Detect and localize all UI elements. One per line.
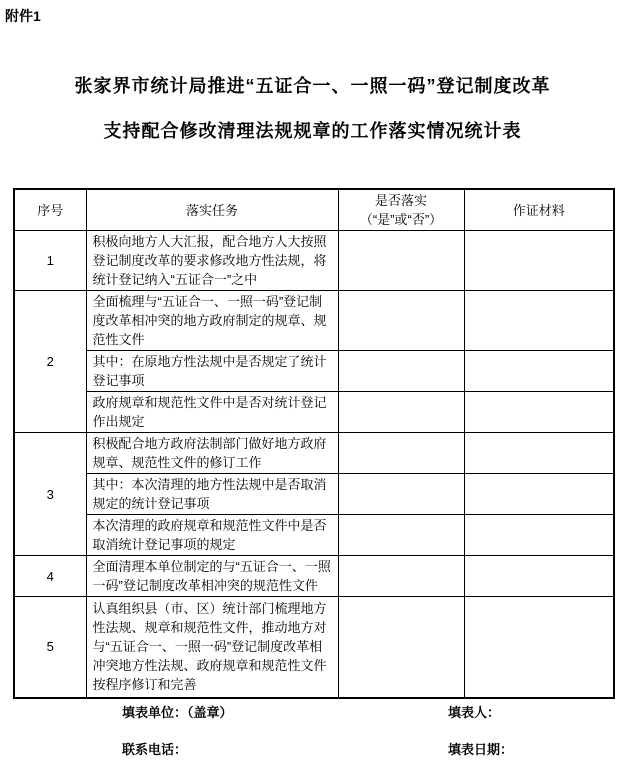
evidence-cell (464, 474, 614, 515)
statistics-table (13, 188, 615, 699)
footer-filler-label: 填表人： (448, 705, 501, 720)
table-row (14, 392, 614, 433)
header-evidence: 作证材料 (464, 189, 614, 231)
implemented-cell (338, 556, 464, 597)
table-row (14, 474, 614, 515)
document-title-line1: 张家界市统计局推进“五证合一、一照一码”登记制度改革 (74, 76, 551, 96)
table-row (14, 597, 614, 698)
task-cell: 全面清理本单位制定的与“五证合一、一照一码”登记制度改革相冲突的规范性文件 (86, 556, 338, 597)
task-cell: 全面梳理与“五证合一、一照一码”登记制度改革相冲突的地方政府制定的规章、规范性文件 (86, 291, 338, 351)
header-implemented (338, 189, 464, 231)
table-header-row (14, 189, 614, 231)
task-cell: 积极向地方人大汇报，配合地方人大按照登记制度改革的要求修改地方性法规，将统计登记纳入“五证合一”之中 (86, 231, 338, 291)
task-cell: 其中：在原地方性法规中是否规定了统计登记事项 (86, 351, 338, 392)
task-cell: 认真组织县（市、区）统计部门梳理地方性法规、规章和规范性文件，推动地方对与“五证合一、一照一码”登记制度改革相冲突地方性法规、政府规章和规范性文件按程序修订和完善 (86, 597, 338, 698)
implemented-cell (338, 291, 464, 351)
table-row (14, 291, 614, 351)
header-implemented-line1: 是否落实 (374, 193, 427, 208)
table-row (14, 515, 614, 556)
task-cell: 积极配合地方政府法制部门做好地方政府规章、规范性文件的修订工作 (86, 433, 338, 474)
table-row (14, 231, 614, 291)
footer-date-label: 填表日期： (448, 742, 514, 757)
task-cell: 其中：本次清理的地方性法规中是否取消规定的统计登记事项 (86, 474, 338, 515)
table-row (14, 433, 614, 474)
task-cell: 本次清理的政府规章和规范性文件中是否取消统计登记事项的规定 (86, 515, 338, 556)
evidence-cell (464, 392, 614, 433)
implemented-cell (338, 515, 464, 556)
row-number-cell: 4 (14, 556, 86, 597)
attachment-label: 附件1 (5, 8, 41, 24)
row-number-cell: 5 (14, 597, 86, 698)
implemented-cell (338, 392, 464, 433)
task-cell: 政府规章和规范性文件中是否对统计登记作出规定 (86, 392, 338, 433)
document-title-line2: 支持配合修改清理法规规章的工作落实情况统计表 (103, 121, 522, 141)
footer-row-2 (0, 739, 625, 759)
header-implemented-line2: （“是”或“否”） (359, 212, 443, 227)
row-number-cell: 1 (14, 231, 86, 291)
header-index: 序号 (14, 189, 86, 231)
footer-phone-label: 联系电话： (122, 742, 188, 757)
implemented-cell (338, 231, 464, 291)
implemented-cell (338, 433, 464, 474)
evidence-cell (464, 556, 614, 597)
row-number-cell: 2 (14, 291, 86, 433)
evidence-cell (464, 597, 614, 698)
table-row (14, 351, 614, 392)
evidence-cell (464, 351, 614, 392)
evidence-cell (464, 231, 614, 291)
table-row (14, 556, 614, 597)
footer-row-1 (0, 702, 625, 722)
evidence-cell (464, 433, 614, 474)
implemented-cell (338, 351, 464, 392)
header-task: 落实任务 (86, 189, 338, 231)
evidence-cell (464, 291, 614, 351)
row-number-cell: 3 (14, 433, 86, 556)
implemented-cell (338, 597, 464, 698)
implemented-cell (338, 474, 464, 515)
evidence-cell (464, 515, 614, 556)
footer-unit-label: 填表单位：（盖章） (122, 705, 233, 720)
